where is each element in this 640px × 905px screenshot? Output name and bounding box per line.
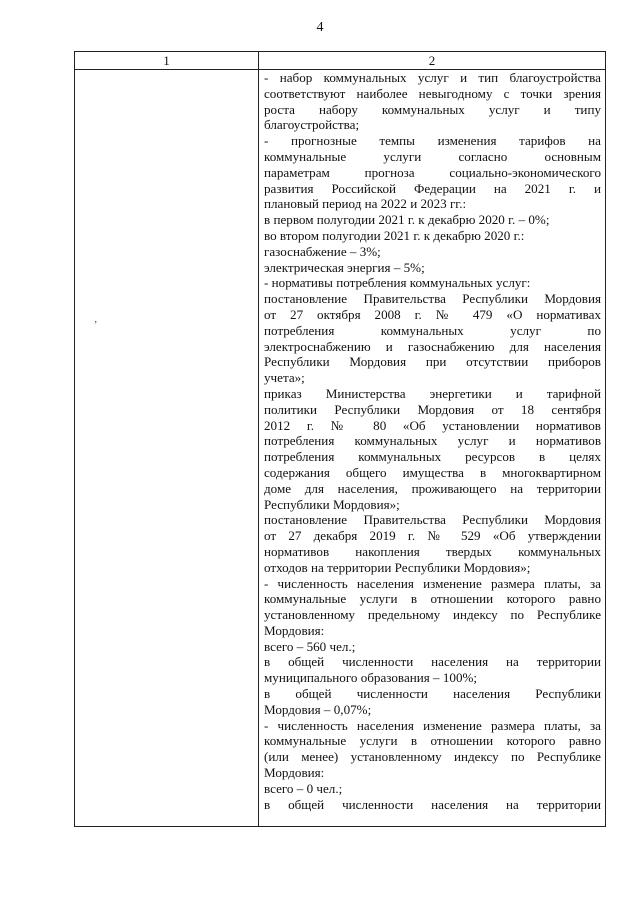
text-line: 2012 г. № 80 «Об установлении нормативов [264,417,601,433]
text-line: коммунальные услуги согласно основным [264,148,601,164]
text-line: - численность населения изменение размера платы, за [264,575,601,591]
text-line: соответствуют наиболее невыгодному с точки зрения [264,85,601,101]
text-line: развития Российской Федерации на 2021 г. и [264,180,601,196]
text-line: коммунальные услуги в отношении которого равно [264,733,601,749]
text-line: учета»; [264,370,305,386]
text-line: во втором полугодии 2021 г. к декабрю 2020 г.: [264,227,525,243]
text-line: плановый период на 2022 и 2023 гг.: [264,196,467,212]
text-line: всего – 0 чел.; [264,780,343,796]
text-line: Мордовия: [264,765,325,781]
text-line: в общей численности населения Республики [264,686,601,702]
text-line: отходов на территории Республики Мордовия»; [264,559,531,575]
text-line: всего – 560 чел.; [264,638,356,654]
text-line: Мордовия: [264,622,325,638]
column-header-2: 2 [428,53,436,68]
text-line: параметрам прогноза социально-экономического [264,164,601,180]
page-number: 4 [316,20,324,35]
text-line: постановление Правительства Республики Мордовия [264,512,601,528]
text-line: - набор коммунальных услуг и тип благоустройства [264,70,601,85]
text-line: электрическая энергия – 5%; [264,259,425,275]
text-line: доме для населения, проживающего на территории [264,480,601,496]
text-line: в первом полугодии 2021 г. к декабрю 2020 г. – 0%; [264,212,550,228]
text-line: от 27 октября 2008 г. № 479 «О нормативах [264,306,601,322]
text-line: потребления коммунальных услуг по [264,322,601,338]
text-line: установленному предельному индексу по Республике [264,607,601,623]
text-line: газоснабжение – 3%; [264,243,381,259]
text-line: Республики Мордовия»; [264,496,400,512]
text-line: постановление Правительства Республики Мордовия [264,291,601,307]
column-header-1: 1 [163,53,170,68]
text-line: - численность населения изменение размера платы, за [264,717,601,733]
document-table [74,51,606,827]
text-line: - нормативы потребления коммунальных услуг: [264,275,531,291]
text-line: приказ Министерства энергетики и тарифной [264,385,601,401]
text-line: - прогнозные темпы изменения тарифов на [264,133,601,149]
text-line: благоустройства; [264,117,360,133]
margin-mark: ʼ [94,320,98,331]
text-line: муниципального образования – 100%; [264,670,478,686]
text-line: роста набору коммунальных услуг и типу [264,101,601,117]
text-line: коммунальные услуги в отношении которого равно [264,591,601,607]
column-2-text [264,70,601,812]
text-line: в общей численности населения на территории [264,796,601,812]
text-line: электроснабжению и газоснабжению для населения [264,338,601,354]
text-line: потребления коммунальных услуг и нормативов [264,433,601,449]
text-line: (или менее) установленному индексу по Республике [264,749,601,765]
text-line: нормативов накопления твердых коммунальных [264,543,601,559]
table-header-row [75,52,605,70]
text-line: Мордовия – 0,07%; [264,701,372,717]
text-line: политики Республики Мордовия от 18 сентября [264,401,601,417]
text-line: в общей численности населения на территории [264,654,601,670]
text-line: от 27 декабря 2019 г. № 529 «Об утверждении [264,528,601,544]
column-divider [258,52,259,826]
text-line: потребления коммунальных ресурсов в целях [264,449,601,465]
text-line: Республики Мордовия при отсутствии приборов [264,354,601,370]
text-line: содержания общего имущества в многоквартирном [264,464,601,480]
